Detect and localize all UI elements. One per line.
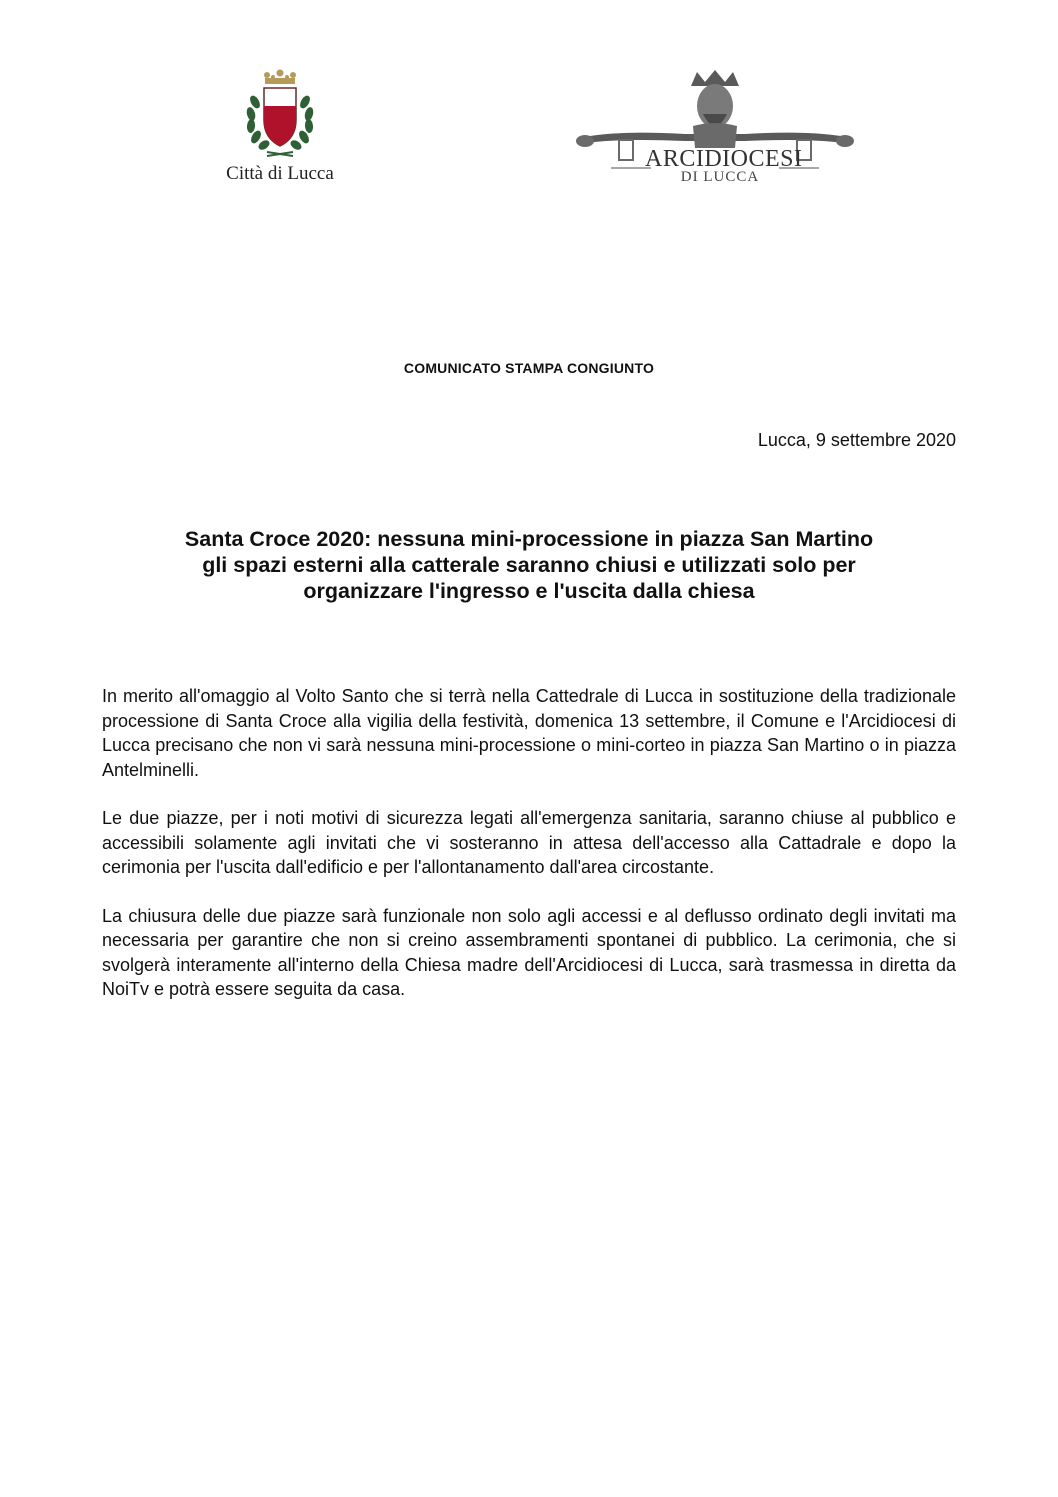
body-paragraph: La chiusura delle due piazze sarà funzionale non solo agli accessi e al deflusso ordinato degli invitati ma necessaria per garantire che non si creino assembramenti spontanei di pubblico. La cerimonia, che si svolgerà interamente all'interno della Chiesa madre dell'Arcidiocesi di Lucca, sarà trasmessa in diretta da NoiTv e potrà essere seguita da casa. — [102, 905, 956, 999]
body-text — [102, 684, 956, 1026]
city-logo-label: Città di Lucca — [226, 163, 334, 184]
headline-line: gli spazi esterni alla catterale saranno chiusi e utilizzati solo per — [202, 553, 856, 577]
release-date: Lucca, 9 settembre 2020 — [757, 430, 956, 450]
headline — [102, 526, 956, 604]
headline-line: organizzare l'ingresso e l'uscita dalla chiesa — [303, 579, 755, 603]
archdiocese-subtitle: DI LUCCA — [680, 169, 760, 185]
archdiocese-logo — [575, 68, 855, 188]
headline-line: Santa Croce 2020: nessuna mini-processione in piazza San Martino — [184, 527, 874, 551]
archdiocese-name: ARCIDIOCESI — [645, 146, 803, 172]
body-paragraph: In merito all'omaggio al Volto Santo che si terrà nella Cattedrale di Lucca in sostituzione della tradizionale processione di Santa Croce alla vigilia della festività, domenica 13 settembre, il Comune e l'Arcidiocesi di Lucca precisano che non vi sarà nessuna mini-processione o mini-corteo in piazza San Martino o in piazza Antelminelli. — [102, 686, 956, 780]
city-crest-icon — [225, 68, 335, 160]
release-type-heading: COMUNICATO STAMPA CONGIUNTO — [403, 360, 655, 376]
body-paragraph: Le due piazze, per i noti motivi di sicurezza legati all'emergenza sanitaria, saranno chiuse al pubblico e accessibili solamente agli invitati che vi sosteranno in attesa dell'accesso alla Cattadrale e dopo la cerimonia per l'uscita dall'edificio e per l'allontanamento dall'area circostante. — [102, 808, 956, 877]
city-of-lucca-logo — [212, 68, 348, 192]
